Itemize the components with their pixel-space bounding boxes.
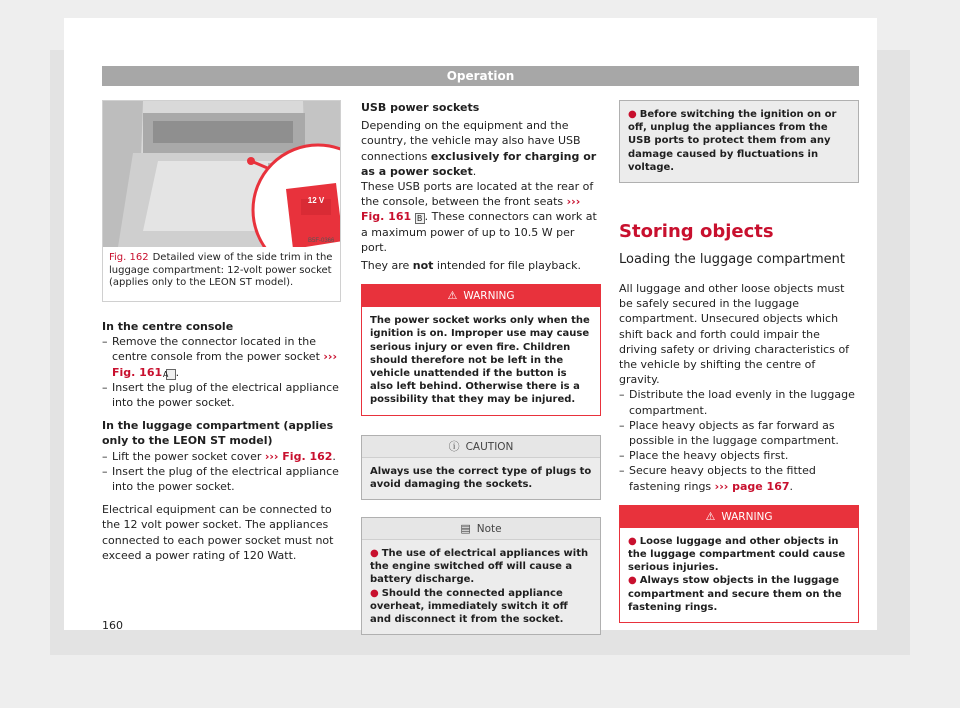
page-header-title: Operation (446, 69, 515, 83)
note-label: Note (476, 523, 502, 536)
warning-box (619, 505, 859, 623)
figure-162 (102, 100, 341, 302)
list-item (628, 535, 850, 575)
list-item: – Lift the power socket cover ››› Fig. 162. (102, 449, 336, 463)
list-item (628, 108, 850, 174)
section-title: Storing objects (619, 221, 774, 243)
note-box (361, 517, 601, 635)
text: intended for file playback. (436, 259, 582, 273)
luggage-compartment-illustration (103, 101, 340, 247)
warning-header (620, 506, 858, 528)
warning-body (620, 528, 858, 622)
list-item (628, 574, 850, 614)
figure-link[interactable]: ››› Fig. 161 (112, 350, 337, 379)
list-item-text: Should the connected appliance overheat, immediately switch it off and disconnect it from the socket. (370, 587, 568, 626)
list-item: – Distribute the load evenly in the luggage compartment. (619, 388, 855, 417)
list-item-text: Secure heavy objects to the fitted fastening rings (629, 464, 816, 493)
text: Depending on the equipment and the country, the vehicle may also have USB connections (361, 119, 581, 163)
warning-label: WARNING (463, 290, 515, 303)
list-item-text: Remove the connector located in the centre console from the power socket (112, 335, 320, 364)
bullet: ● (628, 575, 637, 587)
list-item (370, 587, 592, 627)
warning-icon: ⚠ (447, 289, 458, 303)
bullet: ● (628, 109, 637, 120)
figure-caption-text: Detailed view of the side trim in the luggage compartment: 12-volt power socket (applies only to the LEON ST model). (109, 252, 333, 288)
text: They are (361, 259, 410, 273)
figure-link[interactable]: ››› Fig. 161 (361, 195, 581, 224)
note-box-continued (619, 100, 859, 183)
text: These USB ports are located at the rear of the console, between the front seats (361, 180, 594, 209)
emphasis-text: exclusively for charging or as a power socket (361, 149, 597, 178)
caution-text: Always use the correct type of plugs to avoid damaging the sockets. (362, 458, 600, 499)
column-middle (361, 100, 601, 635)
list-item-text: Loose luggage and other objects in the luggage compartment could cause serious injuries. (628, 535, 846, 574)
column-right (619, 100, 859, 623)
figure-label: Fig. 162 (109, 252, 149, 263)
warning-header (362, 285, 600, 307)
socket-badge-text: 12 V (307, 196, 325, 205)
bullet: ● (370, 548, 379, 560)
list-item-text: Place the heavy objects first. (629, 449, 789, 463)
centre-console-heading: In the centre console (102, 320, 234, 333)
bullet: ● (628, 535, 637, 547)
note-body (620, 101, 858, 182)
column-left (102, 100, 341, 563)
section-subtitle: Loading the luggage compartment (619, 252, 846, 268)
list-item: – Place the heavy objects first. (619, 449, 789, 463)
list-item: – Place heavy objects as far forward as possible in the luggage compartment. (619, 418, 839, 448)
caution-header (362, 436, 600, 458)
list-item-text: Before switching the ignition on or off, unplug the appliances from the USB ports to protect them from any damage caused by fluctuations in voltage. (628, 109, 837, 173)
figure-marker: A (166, 369, 176, 380)
page-number: 160 (102, 619, 123, 632)
list-item-text: Insert the plug of the electrical appliance into the power socket. (112, 380, 339, 410)
bullet: ● (370, 587, 379, 599)
list-item: – Insert the plug of the electrical appliance into the power socket. (102, 380, 339, 410)
warning-label: WARNING (721, 510, 773, 523)
page-link[interactable]: ››› page 167 (714, 479, 790, 493)
text: . These connectors can work at a maximum power of up to 10.5 W per port. (361, 210, 597, 254)
note-icon: ▤ (460, 522, 471, 536)
usb-paragraph-3 (361, 258, 601, 273)
luggage-heading: In the luggage compartment (applies only to the LEON ST model) (102, 419, 334, 448)
list-item-text: Place heavy objects as far forward as possible in the luggage compartment. (629, 418, 839, 448)
figure-marker: B (415, 213, 425, 224)
note-body (362, 540, 600, 634)
emphasis-text: not (412, 259, 434, 273)
note-header (362, 518, 600, 540)
usb-heading: USB power sockets (361, 101, 480, 114)
warning-text: The power socket works only when the ignition is on. Improper use may cause serious injury or even fire. Children should therefore not be left in the vehicle unattended if the button is also left behind. Otherwise there is a possibility that they may be injured. (362, 307, 600, 414)
caution-box (361, 435, 601, 500)
list-item: – Insert the plug of the electrical appliance into the power socket. (102, 464, 339, 494)
warning-icon: ⚠ (705, 509, 716, 523)
usb-paragraph-2 (361, 179, 601, 255)
list-item-text: Distribute the load evenly in the luggage compartment. (629, 388, 855, 417)
paragraph: All luggage and other loose objects must be safely secured in the luggage compartment. Unsecured objects which shift back and forth could impair the driving safety or driving characteristics of the vehicle by shifting the centre of gravity. (619, 282, 850, 387)
figure-caption (103, 247, 340, 290)
caution-label: CAUTION (465, 440, 514, 453)
paragraph: Electrical equipment can be connected to the 12 volt power socket. The appliances connected to each power socket must not exceed a power rating of 120 Watt. (102, 503, 334, 562)
list-item-text: The use of electrical appliances with the engine switched off will cause a battery discharge. (370, 548, 589, 586)
list-item: – Secure heavy objects to the fitted fastening rings ››› page 167. (619, 464, 816, 493)
list-item-text: Lift the power socket cover (112, 449, 262, 463)
figure-code: B5F-0366 (308, 238, 335, 244)
list-item-text: Always stow objects in the luggage compartment and secure them on the fastening rings. (628, 575, 842, 613)
list-item (370, 547, 592, 587)
list-item-text: Insert the plug of the electrical appliance into the power socket. (112, 464, 339, 494)
warning-box (361, 284, 601, 415)
list-item: – Remove the connector located in the centre console from the power socket ››› Fig. 161 A . (102, 335, 337, 379)
usb-paragraph-1: Depending on the equipment and the country, the vehicle may also have USB connections exclusively for charging or as a power socket. (361, 119, 597, 178)
caution-icon: ⓘ (448, 439, 460, 453)
figure-link[interactable]: ››› Fig. 162 (264, 449, 333, 463)
